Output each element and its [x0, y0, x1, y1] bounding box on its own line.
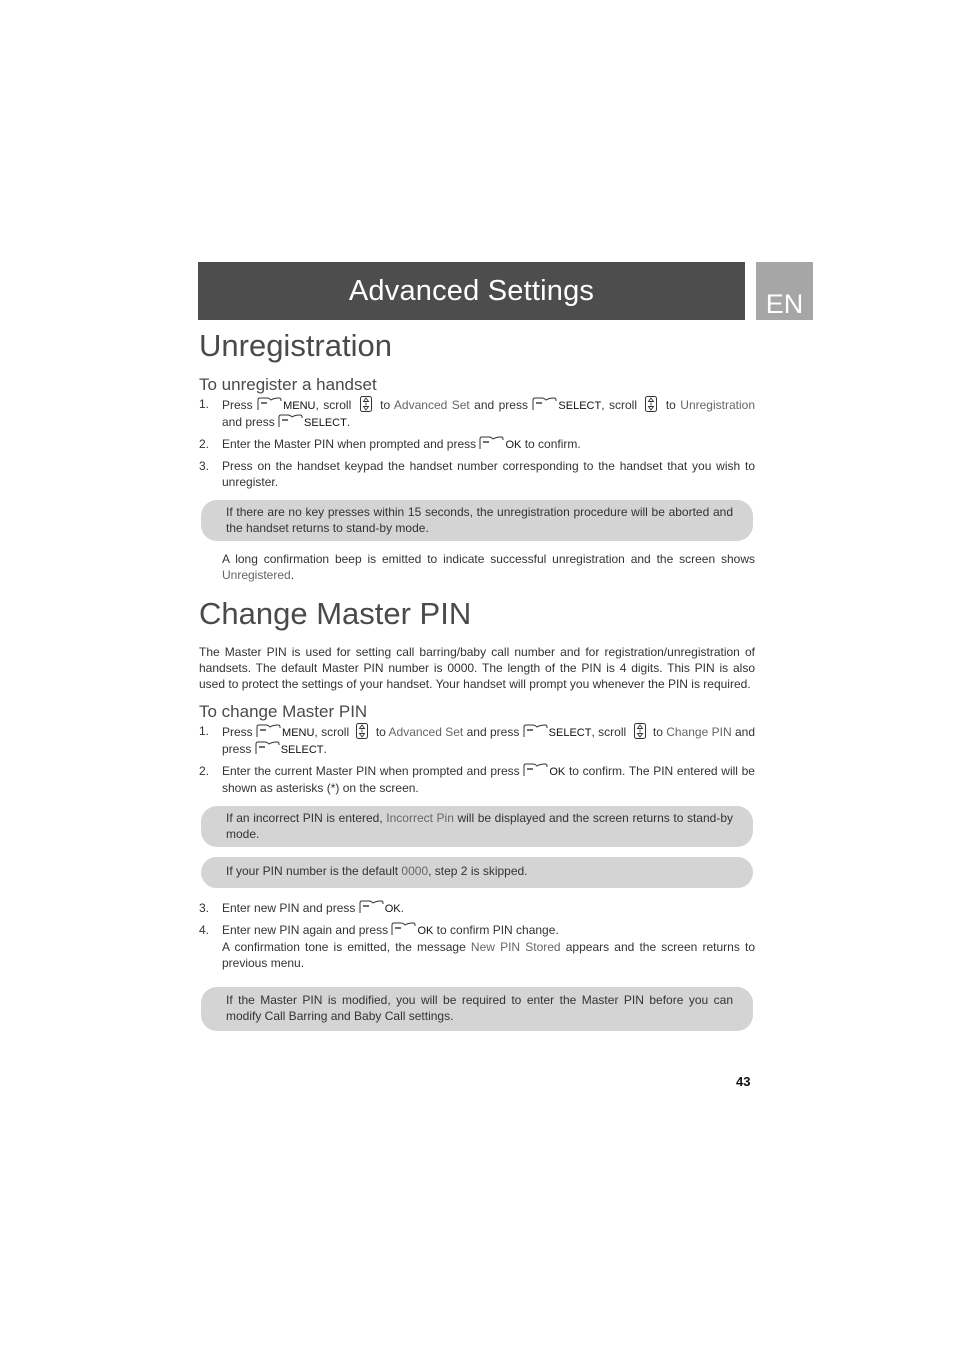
- scroll-key-icon: [360, 396, 372, 412]
- unregister-steps: [199, 396, 755, 490]
- note-box: If an incorrect PIN is entered, Incorrect Pin will be displayed and the screen returns to stand-by mode.: [201, 806, 753, 847]
- unregister-handset-subheading: To unregister a handset: [199, 375, 377, 394]
- list-item: 2. Enter the Master PIN when prompted and press OK to confirm.: [199, 437, 581, 451]
- list-item: 3. Press on the handset keypad the handset number corresponding to the handset that you wish to unregister.: [199, 459, 755, 489]
- change-master-pin-subheading: To change Master PIN: [199, 702, 368, 721]
- left-soft-key-icon: [479, 436, 504, 450]
- note-box: If your PIN number is the default 0000, step 2 is skipped.: [201, 857, 753, 888]
- scroll-key-icon: [634, 723, 646, 739]
- left-soft-key-icon: [256, 724, 281, 738]
- left-soft-key-icon: [523, 724, 548, 738]
- left-soft-key-icon: [359, 900, 384, 914]
- scroll-key-icon: [356, 723, 368, 739]
- section-header-bar: [198, 262, 745, 320]
- list-item: 2. Enter the current Master PIN when prompted and press OK to confirm. The PIN entered will be shown as asterisks (*) on the screen.: [199, 764, 755, 795]
- language-tab: EN: [756, 262, 813, 320]
- left-soft-key-icon: [532, 397, 557, 411]
- left-soft-key-icon: [257, 397, 282, 411]
- note-box: If there are no key presses within 15 seconds, the unregistration procedure will be aborted and the handset returns to stand-by mode.: [201, 500, 753, 541]
- change-pin-steps-continued: [199, 900, 755, 971]
- list-item: 4. Enter new PIN again and press OK to confirm PIN change. A confirmation tone is emitted, the message New PIN Stored appears and the screen returns to previous menu.: [199, 923, 755, 970]
- left-soft-key-icon: [523, 763, 548, 777]
- page-number: 43: [736, 1074, 751, 1089]
- section-title: Advanced Settings: [348, 274, 595, 307]
- unregistration-heading: Unregistration: [199, 328, 392, 363]
- list-item: 1. Press MENU, scroll to Advanced Set and press SELECT, scroll to Unregistration and press SELECT.: [199, 397, 755, 429]
- scroll-key-icon: [645, 396, 657, 412]
- page-content: [199, 328, 755, 1031]
- unregister-result-paragraph: A long confirmation beep is emitted to indicate successful unregistration and the screen shows Unregistered.: [222, 552, 755, 582]
- left-soft-key-icon: [255, 741, 280, 755]
- master-pin-intro: The Master PIN is used for setting call barring/baby call number and for registration/unregistration of handsets. The default Master PIN number is 0000. The length of the PIN is 4 digits. This PIN is also used to protect the settings of your handset. Your handset will prompt you whenever the PIN is required.: [199, 645, 755, 691]
- note-box: If the Master PIN is modified, you will be required to enter the Master PIN before you can modify Call Barring and Baby Call settings.: [201, 987, 753, 1031]
- list-item: 3. Enter new PIN and press OK.: [199, 901, 404, 915]
- change-pin-steps: [199, 723, 755, 796]
- change-master-pin-heading: Change Master PIN: [199, 596, 472, 631]
- left-soft-key-icon: [391, 922, 416, 936]
- left-soft-key-icon: [278, 414, 303, 428]
- list-item: 1. Press MENU, scroll to Advanced Set and press SELECT, scroll to Change PIN and press SELECT.: [199, 724, 755, 756]
